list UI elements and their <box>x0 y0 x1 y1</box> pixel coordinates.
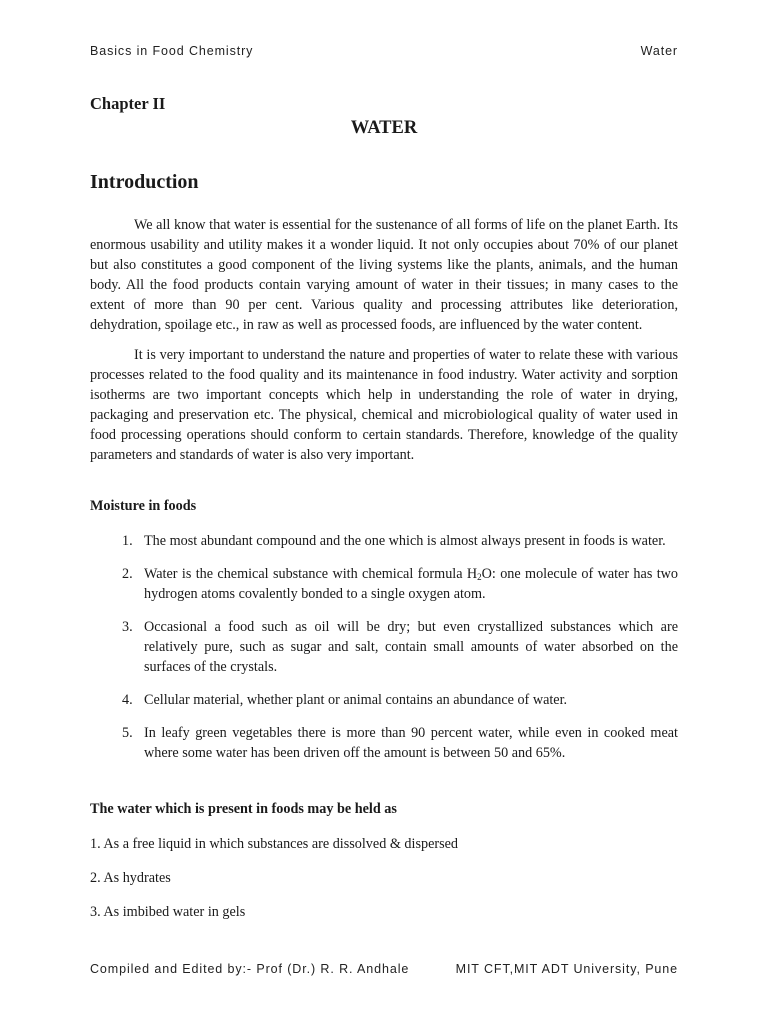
chapter-label: Chapter II <box>90 94 166 113</box>
list-item-text: Cellular material, whether plant or animal contains an abundance of water. <box>144 692 568 708</box>
list-item-number: 3. <box>122 619 133 635</box>
held-item-imbibed-water: 3. As imbibed water in gels <box>90 904 246 920</box>
list-item-text <box>136 564 678 604</box>
list-item <box>90 531 678 551</box>
footer-institution: MIT CFT,MIT ADT University, Pune <box>455 962 678 976</box>
page-title: WATER <box>350 118 418 138</box>
list-item-text: In leafy green vegetables there is more than 90 percent water, while even in cooked meat where some water has been driven off the amount is between 50 and 65%. <box>144 725 678 761</box>
list-item <box>90 723 678 763</box>
header-chapter-topic: Water <box>640 44 678 58</box>
list-item <box>90 564 678 604</box>
list-item <box>90 617 678 677</box>
list-item-text: The most abundant compound and the one which is almost always present in foods is water. <box>144 533 666 549</box>
list-item-number: 4. <box>122 692 133 708</box>
moisture-list <box>90 531 678 776</box>
list-item <box>90 690 678 710</box>
subheading-moisture-in-foods: Moisture in foods <box>90 498 197 514</box>
section-heading-introduction: Introduction <box>90 171 199 193</box>
running-footer <box>90 962 678 976</box>
footer-compiler-credit: Compiled and Edited by:- Prof (Dr.) R. R. Andhale <box>90 962 410 976</box>
formula-text-after: O: one molecule of water has two hydrogen atoms covalently bonded to a single oxygen atom. <box>144 566 678 602</box>
running-header <box>90 44 678 58</box>
held-item-free-liquid: 1. As a free liquid in which substances are dissolved & dispersed <box>90 836 459 852</box>
formula-subscript: 2 <box>477 572 482 582</box>
list-item-number: 2. <box>122 566 133 582</box>
list-item-text: Occasional a food such as oil will be dry; but even crystallized substances which are relatively pure, such as sugar and salt, contain small amounts of water absorbed on the surfaces of the crystals. <box>144 619 678 675</box>
held-item-hydrates: 2. As hydrates <box>90 870 171 886</box>
list-item-number: 1. <box>122 533 133 549</box>
subheading-water-held-as: The water which is present in foods may be held as <box>90 801 397 817</box>
intro-paragraph-2: It is very important to understand the nature and properties of water to relate these with various processes related to the food quality and its maintenance in food industry. Water activity and sorption isotherms are two important concepts which help in understanding the role of water in drying, packaging and preservation etc. The physical, chemical and microbiological quality of water used in food processing operations should conform to certain standards. Therefore, knowledge of the quality parameters and standards of water is also very important. <box>90 347 678 463</box>
header-book-title: Basics in Food Chemistry <box>90 44 254 58</box>
intro-paragraph-1: We all know that water is essential for the sustenance of all forms of life on the planet Earth. Its enormous usability and utility makes it a wonder liquid. It not only occupies about 70% of our planet but also constitutes a good component of the living systems like the plants, animals, and the human body. All the food products contain varying amount of water in their tissues; in many cases to the extent of more than 90 per cent. Various quality and processing attributes like deterioration, dehydration, spoilage etc., in raw as well as processed foods, are influenced by the water content. <box>90 217 678 333</box>
formula-text-before: Water is the chemical substance with chemical formula H <box>144 566 478 582</box>
list-item-number: 5. <box>122 725 133 741</box>
